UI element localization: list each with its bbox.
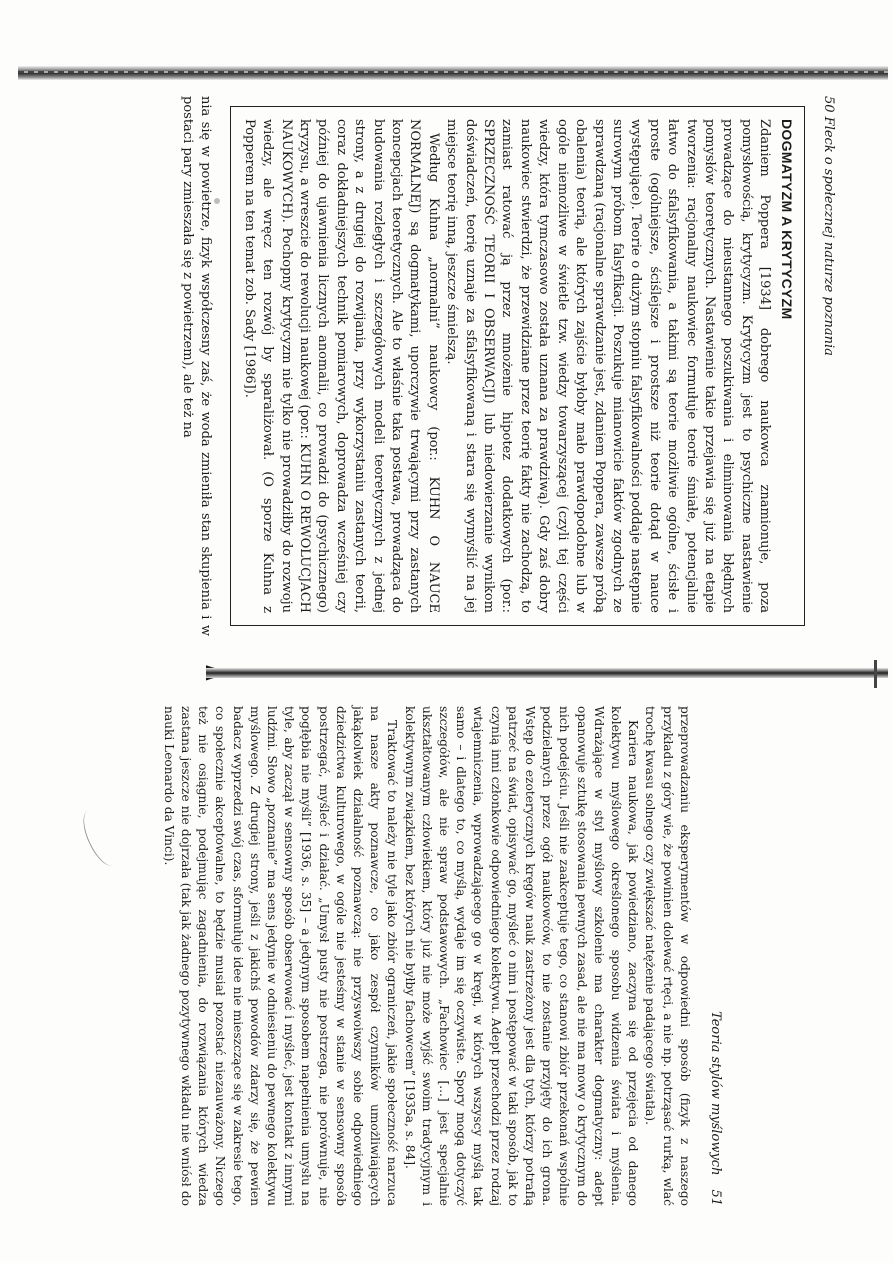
right-page [112, 706, 724, 1206]
body-paragraph: Kariera naukowa, jak powiedziano, zaczyna się od przejęcia od danego kolektywu myślowego określonego sposobu widzenia świata i myślenia. Wdrażające w styl myślowy szkolenie ma charakter dogmatyczny: adept opanowuje sztukę stosowania pewnych zasad, ale nie ma mowy o krytycznym do nich podejściu. Jeśli nie zaakceptuje tego, co stanowi zbiór przekonań wspólnie podzielanych przez ogół naukowców, to nie zostanie przyjęty do ich grona. Wstęp do ezoterycznych kręgów nauk zastrzeżony jest dla tych, którzy potrafią patrzeć na świat, opisywać go, myśleć o nim i postępować w taki sposób, jak to czynią inni członkowie odpowiedniego kolektywu. Adept przechodzi przez rodzaj wtajemniczenia, wprowadzającego go w kręgi, w których wszyscy myślą tak samo – i dlatego to, co myślą, wydaje im się oczywiste. Spory mogą dotyczyć szczegółów, ale nie spraw podstawowych. „Fachowiec [...] jest specjalnie ukształtowanym człowiekiem, który już nie może wyjść swoim tradycyjnym i kolektywnym związkiem, bez których nie byłby fachowcem” [1935a, s. 84]. [402, 706, 641, 1206]
scanner-edge-top [18, 66, 888, 80]
running-head-title: Teoria stylów myślowych [708, 1011, 723, 1176]
box-paragraph: Zdaniem Poppera [1934] dobrego naukowca znamionuje, poza pomysłowością, krytycyzm. Krytycyzm jest to psychiczne nastawienie prowadzące do nieustannego poszukiwania i eliminowania błędnych pomysłów teoretycznych. Nastawienie takie przejawia się już na etapie tworzenia: racjonalny naukowiec formułuje teorie śmiałe, potencjalnie łatwo do sfalsyfikowania, a takimi są teorie możliwie ogólne, ścisłe i proste (ogólniejsze, ściślejsze i prostsze niż teorie dotąd w nauce występujące). Teorie o dużym stopniu falsyfikowalności poddaje następnie surowym próbom falsyfikacji. Poszukuje mianowicie faktów zgodnych ze sprawdzaną (racjonalne sprawdzanie jest, zdaniem Poppera, zawsze próbą obalenia) teorią, ale których zajście byłoby mało prawdopodobne lub w ogóle niemożliwe w świetle tzw. wiedzy towarzyszącej (czyli tej części wiedzy, która tymczasowo została uznana za prawdziwą). Gdy zaś dobry naukowiec stwierdzi, że przewidziane przez teorię fakty nie zachodzą, to zamiast ratować ją przez mnożenie hipotez dodatkowych (por.: SPRZECZNOŚĆ TEORII I OBSERWACJI) lub niedowierzanie wynikom doświadczeń, teorię uznaje za sfalsyfikowaną i stara się wymyślić na jej miejsce teorię inną, jeszcze śmielszą. [444, 119, 773, 613]
body-paragraph: Traktować to należy nie tyle jako zbiór ograniczeń, jakie społeczność narzuca na nasze akty poznawcze, co jako zespół czynników umożliwiających jakąkolwiek działalność poznawczą: nie przyswoiwszy sobie odpowiedniego dziedzictwa kulturowego, w ogóle nie jesteśmy w stanie w sensowny sposób postrzegać, myśleć i działać. „Umysł pusty nie postrzega, nie porównuje, nie pogłębia nie myśli” [1936, s. 35] – a jedynym sposobem napełnienia umysłu na tyle, aby zaczął w sensowny sposób obserwować i myśleć, jest kontakt z innymi ludźmi. Słowo „poznanie” ma sens jedynie w odniesieniu do pewnego kolektywu myślowego. Z drugiej strony, jeśli z jakichś powodów zdarzy się, że pewien badacz wyprzedzi swój czas, sformułuje idee nie mieszczące się w zakresie tego, co społecznie akceptowalne, to będzie musiał pozostać niezauważony. Niczego też nie osiągnie, podejmując zagadnienia, do rozwiązania których wiedza zastana jeszcze nie dojrzała (tak jak żadnego pozytywnego wkładu nie wniósł do nauki Leonardo da Vinci). [161, 706, 400, 1206]
body-paragraph: nia się w powietrze, fizyk współczesny zaś, że woda zmieniła stan skupienia i w postaci pary zmieszała się z powietrzem), ale też na [180, 96, 214, 636]
box-title: DOGMATYZM A KRYTYCYZM [778, 119, 795, 320]
sidebar-box [230, 106, 804, 626]
running-head-text: 50 Fleck o społecznej naturze poznania [821, 96, 836, 356]
box-paragraph: Według Kuhna „normalni” naukowcy (por.: KUHN O NAUCE NORMALNEJ) są dogmatykami, uporczywie trwającymi przy zastanych koncepcjach teoretycznych. Ale to właśnie taka postawa, prowadząca do budowania rozległych i szczegółowych modeli teoretycznych z jednej strony, a z drugiej do rozwijania, przy wykorzystaniu zastanych teorii, coraz dokładniejszych technik pomiarowych, doprowadza wcześniej czy później do ujawnienia licznych anomalii, co prowadzi do (psychicznego) kryzysu, a wreszcie do rewolucji naukowej (por.: KUHN O REWOLUCJACH NAUKOWYCH). Pochopny krytycyzm nie tylko nie prowadziłby do rozwoju wiedzy, ale wręcz ten rozwój by sparaliżował. (O sporze Kuhna z Popperem na ten temat zob. Sady [1986]). [241, 119, 441, 613]
gutter-end-mark [874, 660, 877, 688]
running-head [819, 96, 837, 636]
body-paragraph: przeprowadzaniu eksperymentów w odpowiedni sposób (fizyk z naszego przykładu z góry wie, że powinien dolewać rtęci, a nie np. potrząsać rurką, wlać trochę kwasu solnego czy zwiększać natężenie padającego światła). [643, 706, 692, 1206]
running-head [707, 706, 724, 1206]
page-number: 51 [708, 1189, 723, 1206]
page-divider-gutter [206, 668, 888, 678]
left-page [112, 96, 837, 636]
